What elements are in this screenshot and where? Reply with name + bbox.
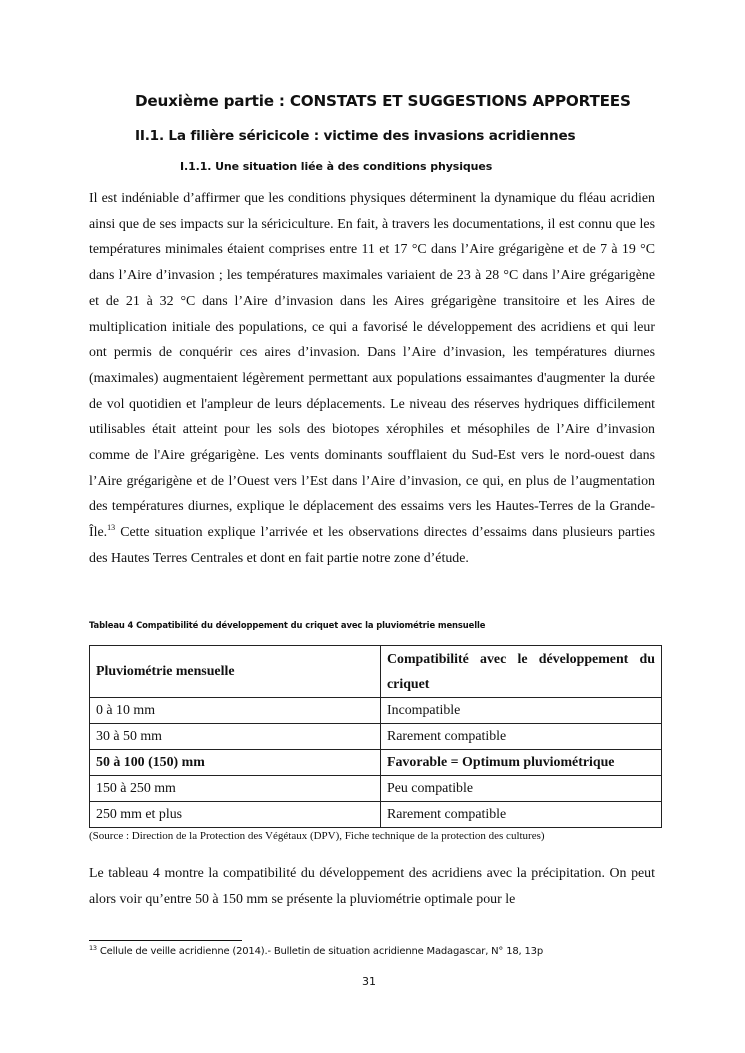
rainfall-cell: 50 à 100 (150) mm [90, 750, 381, 776]
body-paragraph-2: Le tableau 4 montre la compatibilité du développement des acridiens avec la précipitation. On peut alors voir qu’entre 50 à 150 mm se présente la pluviométrie optimale pour le [89, 866, 655, 907]
header-cell-rainfall: Pluviométrie mensuelle [90, 646, 381, 698]
compatibility-cell: Rarement compatible [381, 724, 662, 750]
table-header-row [90, 646, 662, 698]
compatibility-cell: Rarement compatible [381, 802, 662, 828]
rainfall-cell: 30 à 50 mm [90, 724, 381, 750]
compatibility-cell: Peu compatible [381, 776, 662, 802]
table-source-note: (Source : Direction de la Protection des Végétaux (DPV), Fiche technique de la protection des cultures) [89, 830, 545, 842]
table-row-optimum [90, 750, 662, 776]
body-paragraph-1 [89, 186, 655, 572]
table-caption: Tableau 4 Compatibilité du développement du criquet avec la pluviométrie mensuelle [89, 620, 486, 630]
page-number: 31 [362, 975, 376, 988]
part-heading: Deuxième partie : CONSTATS ET SUGGESTIONS APPORTEES [135, 92, 631, 110]
table-row [90, 724, 662, 750]
footnote-number: 13 [89, 944, 97, 952]
rainfall-compatibility-table [89, 645, 662, 828]
paragraph-1-text: Il est indéniable d’affirmer que les conditions physiques déterminent la dynamique du fléau acridien ainsi que de ses impacts sur la sériciculture. En fait, à travers les documentations, il est connu que les températures minimales étaient comprises entre 11 et 17 °C dans l’Aire grégarigène et de 7 à 19 °C dans l’Aire d’invasion ; les températures maximales variaient de 23 à 28 °C dans l’Aire grégarigène et de 21 à 32 °C dans l’Aire d’invasion dans les Aires grégarigène transitoire et les Aires de multiplication initiale des populations, ce qui a favorisé le développement des acridiens et qui leur ont permis de conquérir ces aires d’invasion. Dans l’Aire d’invasion, les températures diurnes (maximales) augmentaient légèrement permettant aux populations essaimantes d'augmenter la durée de vol quotidien et l'ampleur de leurs déplacements. Le niveau des réserves hydriques difficilement utilisables était atteint pour les sols des biotopes xérophiles et mésophiles de l’Aire d’invasion comme de l'Aire grégarigène. Les vents dominants soufflaient du Sud-Est vers le nord-ouest dans l’Aire grégarigène et de l’Ouest vers l’Est dans l’Aire d’invasion, ce qui, en plus de l’augmentation des températures diurnes, explique le déplacement des essaims vers les Hautes-Terres de la Grande-Île. [89, 191, 655, 541]
footnote-text: Cellule de veille acridienne (2014).- Bulletin de situation acridienne Madagascar, N° 18, 13p [96, 946, 543, 957]
footnote-separator [89, 940, 242, 941]
rainfall-cell: 150 à 250 mm [90, 776, 381, 802]
compatibility-cell: Favorable = Optimum pluviométrique [381, 750, 662, 776]
table-row [90, 802, 662, 828]
subsection-heading: I.1.1. Une situation liée à des conditions physiques [180, 160, 493, 173]
section-heading: II.1. La filière séricicole : victime des invasions acridiennes [135, 128, 576, 144]
paragraph-1-text-continued: Cette situation explique l’arrivée et les observations directes d’essaims dans plusieurs parties des Hautes Terres Centrales et dont en fait partie notre zone d’étude. [89, 525, 655, 566]
rainfall-cell: 0 à 10 mm [90, 698, 381, 724]
table-row [90, 698, 662, 724]
rainfall-cell: 250 mm et plus [90, 802, 381, 828]
footnote [89, 946, 543, 957]
table-row [90, 776, 662, 802]
header-cell-compatibility: Compatibilité avec le développement du criquet [381, 646, 662, 698]
footnote-reference[interactable]: 13 [107, 523, 116, 533]
compatibility-cell: Incompatible [381, 698, 662, 724]
